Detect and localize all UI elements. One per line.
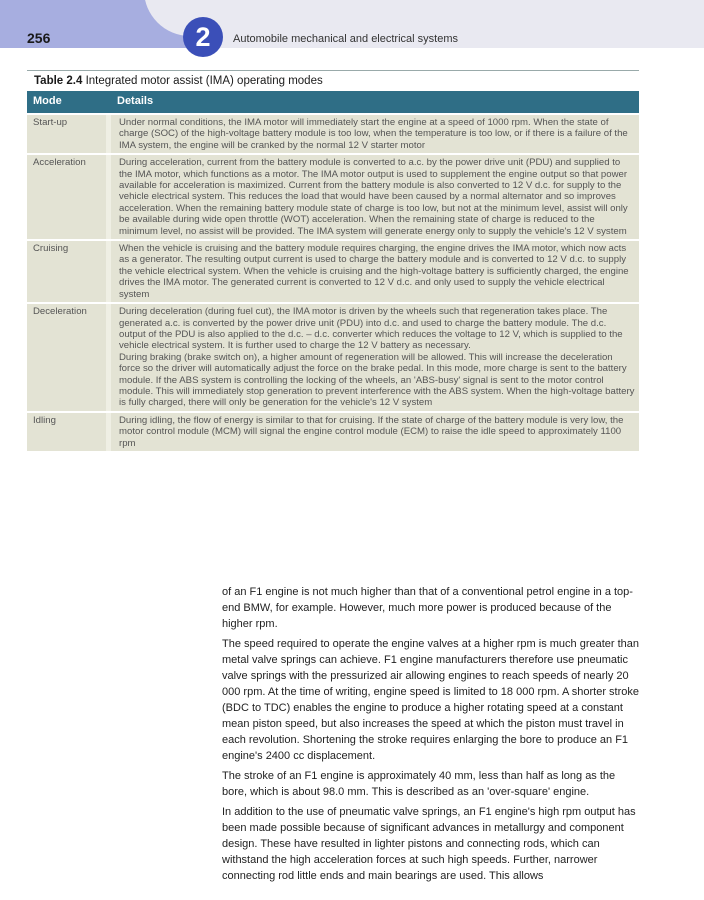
details-cell bbox=[111, 303, 639, 412]
table-caption-label: Table 2.4 bbox=[34, 75, 83, 87]
body-paragraph: In addition to the use of pneumatic valve springs, an F1 engine's high rpm output has been made possible because of significant advances in metallurgy and component design. These have resulted in lighter pistons and connecting rods, which can withstand the high acceleration forces at such high speeds. Further, narrower connecting rod little ends and main bearings are used. This allows bbox=[222, 806, 636, 882]
body-paragraph: of an F1 engine is not much higher than that of a conventional petrol engine in a top-end BMW, for example. However, much more power is produced because of the higher rpm. bbox=[222, 586, 633, 630]
table-row bbox=[27, 412, 639, 451]
table-row bbox=[27, 240, 639, 303]
column-header-details: Details bbox=[111, 91, 639, 114]
details-paragraph: During deceleration (during fuel cut), the IMA motor is driven by the wheels such that regeneration takes place. The generated a.c. is converted by the power drive unit (PDU) into d.c. and used to charge the battery module. The d.c. output of the PDU is also applied to the d.c. – d.c. converter which reduces the voltage to 12 V, which is supplied to the vehicle electrical system. It is further used to charge the 12 V battery as necessary. bbox=[119, 306, 623, 352]
details-cell: During acceleration, current from the battery module is converted to a.c. by the power drive unit (PDU) and supplied to the IMA motor, which functions as a motor. The IMA motor output is used to supplement the engine output so that power available for acceleration is maximized. Current from the battery module is also converted to 12 V d.c. for supply to the vehicle electrical system. This reduces the load that would have been caused by a normal alternator and so improves acceleration. When the remaining battery module state of charge is too low, but not at the minimum level, assist will only be available during wide open throttle (WOT) acceleration. When the remaining state of charge is reduced to the minimum level, no assist will be provided. The IMA system will generate energy only to supply the vehicle's 12 V system bbox=[111, 154, 639, 240]
body-paragraph: The speed required to operate the engine valves at a higher rpm is much greater than metal valve springs can achieve. F1 engine manufacturers therefore use pneumatic valve springs with the pressurized air allowing engines to reach speeds of nearly 20 000 rpm. At the time of writing, engine speed is limited to 18 000 rpm. A shorter stroke (BDC to TDC) enables the engine to produce a higher rotating speed at a constant mean piston speed, but also increases the speed at which the piston must travel in each revolution. Shortening the stroke requires enlarging the bore to produce an F1 engine's 2400 cc displacement. bbox=[222, 638, 640, 762]
column-header-mode: Mode bbox=[27, 91, 106, 114]
chapter-badge: 2 bbox=[183, 17, 223, 57]
table-row bbox=[27, 154, 639, 240]
page-number: 256 bbox=[27, 30, 51, 46]
table-top-rule bbox=[27, 70, 639, 71]
table-row bbox=[27, 303, 639, 412]
ima-modes-table bbox=[27, 91, 639, 451]
table-caption-text: Integrated motor assist (IMA) operating modes bbox=[85, 75, 323, 87]
details-cell: During idling, the flow of energy is similar to that for cruising. If the state of charge of the battery module is very low, the motor control module (MCM) will signal the engine control module (ECM) to raise the idle speed to approximately 1100 rpm bbox=[111, 412, 639, 451]
mode-cell: Idling bbox=[27, 412, 106, 451]
details-paragraph: During braking (brake switch on), a higher amount of regeneration will be allowed. This will increase the deceleration force so the driver will automatically adjust the force on the brake pedal. In this mode, more charge is sent to the battery module. If the ABS system is controlling the locking of the wheels, an 'ABS-busy' signal is sent to the motor control module. This will immediately stop generation to prevent interference with the ABS system. When the high-voltage battery is fully charged, there will only be generation for the vehicle's 12 V system bbox=[119, 351, 635, 409]
mode-cell: Deceleration bbox=[27, 303, 106, 412]
body-text bbox=[222, 584, 640, 888]
running-title: Automobile mechanical and electrical systems bbox=[233, 33, 458, 45]
table-header-row bbox=[27, 91, 639, 114]
table-row bbox=[27, 114, 639, 154]
mode-cell: Start-up bbox=[27, 114, 106, 154]
table-caption bbox=[34, 75, 323, 87]
mode-cell: Acceleration bbox=[27, 154, 106, 240]
mode-cell: Cruising bbox=[27, 240, 106, 303]
details-cell: When the vehicle is cruising and the battery module requires charging, the engine drives the IMA motor, which now acts as a generator. The resulting output current is used to charge the battery module and is converted to 12 V d.c. to supply the vehicle electrical system. When the vehicle is cruising and the high-voltage battery is sufficiently charged, the engine drives the IMA motor. The generated current is converted to 12 V d.c. and only used to supply the vehicle electrical system bbox=[111, 240, 639, 303]
body-paragraph: The stroke of an F1 engine is approximately 40 mm, less than half as long as the bore, which is about 98.0 mm. This is described as an 'over-square' engine. bbox=[222, 770, 616, 798]
details-cell: Under normal conditions, the IMA motor will immediately start the engine at a speed of 1000 rpm. When the state of charge (SOC) of the high-voltage battery module is too low, when the temperature is too low, or if there is a failure of the IMA system, the engine will be cranked by the normal 12 V starter motor bbox=[111, 114, 639, 154]
